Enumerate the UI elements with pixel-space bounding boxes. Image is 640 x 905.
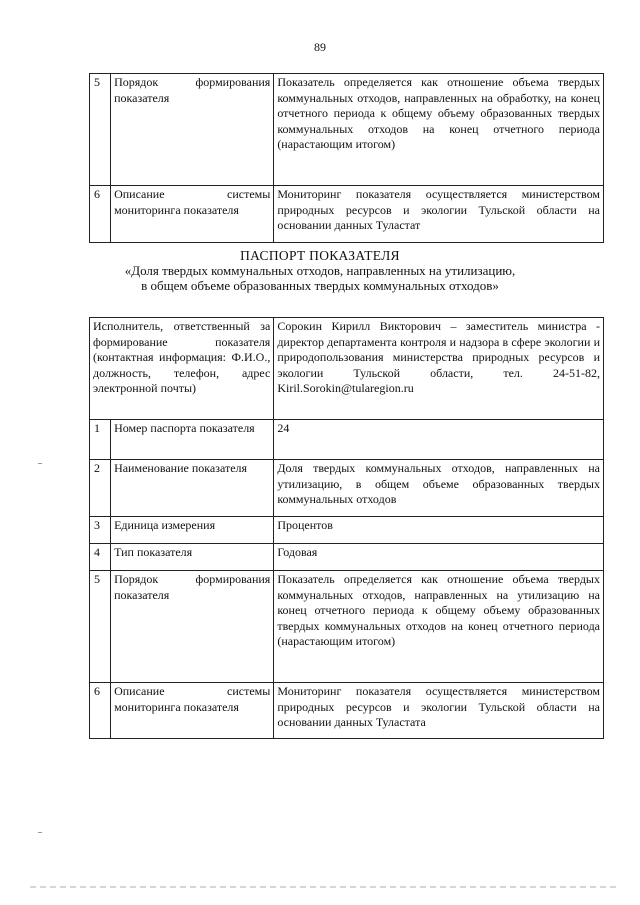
row-value: 24: [274, 420, 604, 460]
row-number: 5: [90, 74, 111, 186]
row-value: Мониторинг показателя осуществляется министерством природных ресурсов и экологии Тульской области на основании данных Туластат: [274, 186, 604, 243]
row-number: 5: [90, 571, 111, 683]
scan-mark: [38, 463, 42, 464]
row-label: Порядок формирования показателя: [111, 74, 274, 186]
row-number: 4: [90, 544, 111, 571]
table-row: [90, 420, 604, 460]
row-label: Номер паспорта показателя: [111, 420, 274, 460]
row-number: 1: [90, 420, 111, 460]
table-row: [90, 683, 604, 739]
row-label: Порядок формирования показателя: [111, 571, 274, 683]
row-number: 6: [90, 683, 111, 739]
executor-value: Сорокин Кирилл Викторович – заместитель министра - директор департамента контроля и надзора в сфере экологии и природопользования министерства природных ресурсов и экологии Тульской области, тел. 24-51-82, Kiril.Sorokin@tularegion.ru: [274, 318, 604, 420]
row-number: 6: [90, 186, 111, 243]
row-number: 3: [90, 517, 111, 544]
row-number: 2: [90, 460, 111, 517]
indicator-table-continued: [89, 73, 604, 243]
row-value: Доля твердых коммунальных отходов, направленных на утилизацию, в общем объеме образованных твердых коммунальных отходов: [274, 460, 604, 517]
row-label: Наименование показателя: [111, 460, 274, 517]
scan-artifact-line: [30, 886, 620, 888]
executor-label: Исполнитель, ответственный за формирование показателя (контактная информация: Ф.И.О., должность, телефон, адрес электронной почты): [90, 318, 274, 420]
row-label: Тип показателя: [111, 544, 274, 571]
row-label: Единица измерения: [111, 517, 274, 544]
table-row: [90, 186, 604, 243]
passport-table: [89, 317, 604, 739]
passport-title: ПАСПОРТ ПОКАЗАТЕЛЯ: [240, 248, 400, 263]
row-label: Описание системы мониторинга показателя: [111, 683, 274, 739]
passport-heading: [0, 248, 640, 293]
table-row: [90, 74, 604, 186]
passport-subtitle-line1: «Доля твердых коммунальных отходов, направленных на утилизацию,: [124, 263, 516, 278]
table-row: [90, 460, 604, 517]
row-value: Процентов: [274, 517, 604, 544]
page-number: 89: [314, 40, 326, 54]
row-value: Показатель определяется как отношение объема твердых коммунальных отходов, направленных на обработку, на конец отчетного периода к общему объему образованных твердых коммунальных отходов на конец отчетного периода (нарастающим итогом): [274, 74, 604, 186]
row-value: Показатель определяется как отношение объема твердых коммунальных отходов, направленных на утилизацию на конец отчетного периода к общему объему образованных твердых коммунальных отходов на конец отчетного периода (нарастающим итогом): [274, 571, 604, 683]
table-row: [90, 517, 604, 544]
table-row: [90, 571, 604, 683]
scan-mark: [38, 832, 42, 833]
executor-row: [90, 318, 604, 420]
row-value: Годовая: [274, 544, 604, 571]
row-label: Описание системы мониторинга показателя: [111, 186, 274, 243]
passport-subtitle-line2: в общем объеме образованных твердых коммунальных отходов»: [141, 278, 499, 293]
row-value: Мониторинг показателя осуществляется министерством природных ресурсов и экологии Тульской области на основании данных Туластата: [274, 683, 604, 739]
table-row: [90, 544, 604, 571]
